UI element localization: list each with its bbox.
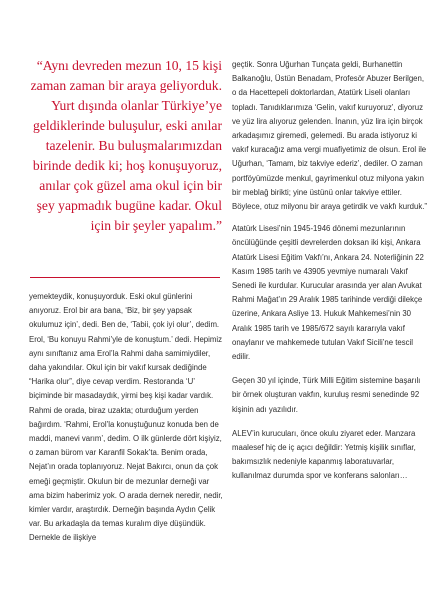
right-paragraph-4: ALEV’in kurucuları, önce okulu ziyaret eder. Manzara maalesef hiç de iç açıcı değildir: Yetmiş kişilik sınıflar, bakımsızlık nedeniyle kapanmış laboratuvarlar, kullanılmaz durumda spor ve konferans salonları…	[232, 428, 416, 481]
right-paragraph-1: geçtik. Sonra Uğurhan Tunçata geldi, Burhanettin Balkanoğlu, Üstün Benadam, Profesör Abuzer Berilgen, o da Hacettepeli doktorlardan, Atatürk Liseli olanları topladı. Tanıdıklarımıza ‘Gelin, vakıf kuruyoruz’, diyoruz ve yüz lira alıyoruz gelenden. İnanın, yüz lira için birçok arkadaşımız giremedi, gelemedi. Bu arada istiyoruz ki vakıf kuracağız ama vergi muafiyetimiz de olsun. Erol ile Uğurhan, ‘Tamam, biz takviye ederiz’, dediler. O zaman portföyümüzde menkul, gayrimenkul otuz milyona yakın bir meblağ birikti; yine üstünü onlar takviye ettiler. Böylece, otuz milyonu bir araya getirdik ve vakfı kurduk.”	[232, 60, 428, 212]
left-text-column	[29, 290, 223, 556]
pull-quote-divider	[30, 277, 220, 278]
right-paragraph-3: Geçen 30 yıl içinde, Türk Milli Eğitim sistemine başarılı bir örnek oluşturan vakfın, kuruluş resmi senedinde 92 kişinin adı yazılıdır.	[232, 376, 421, 414]
left-paragraph-1: yemekteydik, konuşuyorduk. Eski okul günlerini anıyoruz. Erol bir ara bana, ‘Biz, bir şey yapsak okulumuz için’, dedi. Ben de, ‘Tabii, çok iyi olur’, dedim. Erol, ‘Bu konuyu Rahmi’yle de konuştum.’ dedi. Hepimiz aynı sınıftanız ama Erol’la Rahmi daha samimiydiler, daha yakındılar. Okul için bir vakıf kursak dediğinde “Harika olur”, diye cevap verdim. Restoranda ‘U’ biçiminde bir masadaydık, yirmi beş kişi kadar vardık. Rahmi de orada, biraz uzakta; oturduğum yerden bağırdım. ‘Rahmi, Erol’la konuştuğunuz konuda ben de maddi, manevi varım’, dedim. O ilk günlerde dört kişiyiz, o zaman bürom var Karanfil Sokak’ta. Benim orada, Nejat’ın orada toplanıyoruz. Nejat Bakırcı, onun da çok emeği geçmiştir. Okulun bir de mezunlar derneği var ama bizim haberimiz yok. O arada dernek neredir, nedir, kimler vardır, araştırdık. Derneğin başında Aydın Çelik var. Bu arkadaşla da temas kuralım diye düşündük. Dernekle de ilişkiye	[29, 292, 223, 543]
right-text-column	[232, 58, 428, 494]
pull-quote: “Aynı devreden mezun 10, 15 kişi zaman zaman bir araya geliyorduk. Yurt dışında olanlar Türkiye’ye geldiklerinde buluşulur, eski anılar tazelenir. Bu buluşmalarımızdan birinde dedik ki; hoş konuşuyoruz, anılar çok güzel ama okul için bir şey yapmadık bugüne kadar. Okul için bir şeyler yapalım.”	[30, 58, 222, 233]
right-paragraph-2: Atatürk Lisesi’nin 1945-1946 dönemi mezunlarının öncülüğünde çeşitli devrelerden doksan iki kişi, Ankara Atatürk Lisesi Eğitim Vakfı’nı, Ankara 24. Noterliğinin 22 Kasım 1985 tarih ve 43905 yevmiye numaralı Vakıf Senedi ile kurdular. Kurucular arasında yer alan Avukat Rahmi Mağat’ın 29 Aralık 1985 tarihinde verdiği dilekçe üzerine, Ankara Asliye 13. Hukuk Mahkemesi’nin 30 Aralık 1985 tarih ve 1985/672 sayılı kararıyla vakıf onaylanır ve mahkemede tutulan Vakıf Sicili’ne tescil edilir.	[232, 224, 424, 362]
